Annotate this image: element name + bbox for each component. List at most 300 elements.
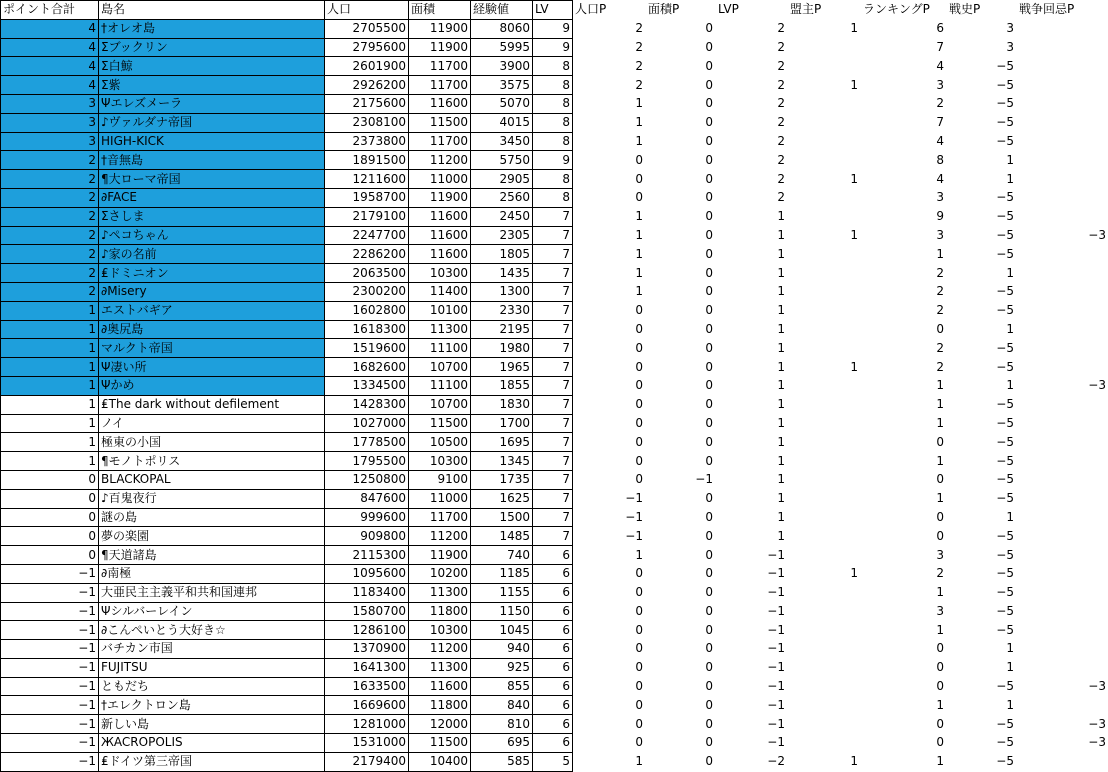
table-cell[interactable]	[1017, 19, 1108, 38]
table-cell[interactable]: 9	[533, 38, 573, 57]
table-cell[interactable]: −5	[947, 715, 1017, 734]
table-cell[interactable]	[1017, 94, 1108, 113]
table-cell[interactable]: ₤ドミニオン	[99, 264, 325, 283]
table-cell[interactable]: −5	[947, 564, 1017, 583]
table-cell[interactable]: 1	[1, 339, 99, 358]
table-cell[interactable]: −1	[1, 602, 99, 621]
header-cell[interactable]: 戦争回忌P	[1017, 1, 1108, 20]
table-cell[interactable]: 0	[646, 264, 716, 283]
table-cell[interactable]: エストバギア	[99, 301, 325, 320]
table-cell[interactable]	[1017, 470, 1108, 489]
table-cell[interactable]: ₤ドイツ第三帝国	[99, 752, 325, 771]
table-cell[interactable]: 0	[646, 339, 716, 358]
table-cell[interactable]: 11600	[409, 245, 471, 264]
table-cell[interactable]: 8	[533, 113, 573, 132]
table-cell[interactable]: 840	[471, 696, 533, 715]
table-cell[interactable]: 1	[788, 76, 861, 95]
table-cell[interactable]: 1	[573, 546, 646, 565]
table-cell[interactable]: Ψシルバーレイン	[99, 602, 325, 621]
table-cell[interactable]: 3	[1, 94, 99, 113]
table-cell[interactable]: 1	[947, 508, 1017, 527]
table-cell[interactable]: 0	[573, 320, 646, 339]
table-cell[interactable]: 999600	[325, 508, 409, 527]
table-cell[interactable]: 0	[861, 677, 947, 696]
table-cell[interactable]	[788, 301, 861, 320]
table-cell[interactable]	[1017, 640, 1108, 659]
table-cell[interactable]: 11600	[409, 677, 471, 696]
table-cell[interactable]	[788, 715, 861, 734]
table-cell[interactable]: 1	[573, 94, 646, 113]
table-cell[interactable]: 1519600	[325, 339, 409, 358]
table-cell[interactable]: 0	[646, 433, 716, 452]
table-cell[interactable]: 0	[1, 470, 99, 489]
table-cell[interactable]: 3	[861, 76, 947, 95]
table-cell[interactable]: −1	[716, 583, 788, 602]
table-cell[interactable]: 1	[861, 583, 947, 602]
table-cell[interactable]: −3	[1017, 226, 1108, 245]
table-cell[interactable]	[788, 621, 861, 640]
table-cell[interactable]	[1017, 113, 1108, 132]
table-cell[interactable]: 0	[646, 207, 716, 226]
table-cell[interactable]: 0	[646, 376, 716, 395]
table-cell[interactable]: 1	[1, 376, 99, 395]
table-cell[interactable]: 11500	[409, 414, 471, 433]
table-cell[interactable]: −3	[1017, 376, 1108, 395]
table-cell[interactable]: 6	[533, 677, 573, 696]
table-cell[interactable]: バチカン市国	[99, 640, 325, 659]
table-cell[interactable]: 585	[471, 752, 533, 771]
table-cell[interactable]: 0	[573, 188, 646, 207]
table-cell[interactable]: −5	[947, 734, 1017, 753]
header-cell[interactable]: 経験値	[471, 1, 533, 20]
table-cell[interactable]: 0	[1, 546, 99, 565]
table-cell[interactable]: 8	[533, 170, 573, 189]
table-cell[interactable]: 3	[861, 226, 947, 245]
table-cell[interactable]: 0	[646, 677, 716, 696]
table-cell[interactable]: 740	[471, 546, 533, 565]
table-cell[interactable]: −1	[573, 508, 646, 527]
table-cell[interactable]: 4	[1, 57, 99, 76]
table-cell[interactable]	[1017, 207, 1108, 226]
table-cell[interactable]: 1	[861, 752, 947, 771]
table-cell[interactable]: Σブックリン	[99, 38, 325, 57]
table-cell[interactable]: −5	[947, 57, 1017, 76]
table-cell[interactable]: −5	[947, 489, 1017, 508]
table-cell[interactable]: 11800	[409, 602, 471, 621]
table-cell[interactable]: 1334500	[325, 376, 409, 395]
table-cell[interactable]: HIGH-KICK	[99, 132, 325, 151]
table-cell[interactable]: 0	[861, 715, 947, 734]
table-cell[interactable]: 1531000	[325, 734, 409, 753]
table-cell[interactable]: 6	[533, 640, 573, 659]
table-cell[interactable]: 2	[573, 57, 646, 76]
table-cell[interactable]: †エレクトロン島	[99, 696, 325, 715]
table-cell[interactable]: 2	[716, 76, 788, 95]
table-cell[interactable]: 2	[573, 38, 646, 57]
table-cell[interactable]: 3	[1, 132, 99, 151]
table-cell[interactable]: 3	[947, 19, 1017, 38]
table-cell[interactable]: −5	[947, 546, 1017, 565]
table-cell[interactable]: 10300	[409, 621, 471, 640]
table-cell[interactable]: 2179100	[325, 207, 409, 226]
header-cell[interactable]: 戦史P	[947, 1, 1017, 20]
table-cell[interactable]: 6	[861, 19, 947, 38]
table-cell[interactable]: 0	[573, 358, 646, 377]
table-cell[interactable]: 11400	[409, 282, 471, 301]
table-cell[interactable]: 11900	[409, 19, 471, 38]
table-cell[interactable]: 3	[947, 38, 1017, 57]
table-cell[interactable]: 1	[947, 170, 1017, 189]
header-cell[interactable]: 面積P	[646, 1, 716, 20]
table-cell[interactable]: 0	[646, 658, 716, 677]
table-cell[interactable]: 11100	[409, 339, 471, 358]
table-cell[interactable]: 6	[533, 696, 573, 715]
table-cell[interactable]: 0	[573, 339, 646, 358]
table-cell[interactable]: 2	[861, 264, 947, 283]
table-cell[interactable]: 11000	[409, 170, 471, 189]
table-cell[interactable]: ノイ	[99, 414, 325, 433]
table-cell[interactable]: 1958700	[325, 188, 409, 207]
table-cell[interactable]: −5	[947, 752, 1017, 771]
table-cell[interactable]: 1	[573, 132, 646, 151]
table-cell[interactable]: −1	[1, 734, 99, 753]
table-cell[interactable]: ♪ペコちゃん	[99, 226, 325, 245]
table-cell[interactable]: 1	[861, 621, 947, 640]
table-cell[interactable]: 1805	[471, 245, 533, 264]
table-cell[interactable]: 0	[573, 395, 646, 414]
table-cell[interactable]: 0	[646, 583, 716, 602]
table-cell[interactable]: 7	[533, 414, 573, 433]
table-cell[interactable]: 1855	[471, 376, 533, 395]
table-cell[interactable]: −5	[947, 583, 1017, 602]
table-cell[interactable]: −1	[716, 715, 788, 734]
table-cell[interactable]: 1	[1, 395, 99, 414]
table-cell[interactable]: 大亜民主主義平和共和国連邦	[99, 583, 325, 602]
table-cell[interactable]: 0	[646, 358, 716, 377]
table-cell[interactable]: 8	[861, 151, 947, 170]
table-cell[interactable]: −5	[947, 132, 1017, 151]
table-cell[interactable]: 1027000	[325, 414, 409, 433]
table-cell[interactable]: ∂FACE	[99, 188, 325, 207]
table-cell[interactable]: 0	[573, 470, 646, 489]
table-cell[interactable]: 11800	[409, 696, 471, 715]
table-cell[interactable]: 4	[861, 57, 947, 76]
table-cell[interactable]: 0	[573, 433, 646, 452]
table-cell[interactable]	[788, 583, 861, 602]
table-cell[interactable]: 0	[573, 658, 646, 677]
header-cell[interactable]: LVP	[716, 1, 788, 20]
table-cell[interactable]: 0	[646, 188, 716, 207]
table-cell[interactable]	[1017, 752, 1108, 771]
table-cell[interactable]: 0	[1, 508, 99, 527]
table-cell[interactable]	[1017, 339, 1108, 358]
table-cell[interactable]: −5	[947, 301, 1017, 320]
table-cell[interactable]: 11900	[409, 38, 471, 57]
table-cell[interactable]	[1017, 489, 1108, 508]
table-cell[interactable]: −5	[947, 602, 1017, 621]
table-cell[interactable]: Σ紫	[99, 76, 325, 95]
table-cell[interactable]: 1435	[471, 264, 533, 283]
table-cell[interactable]: 0	[573, 640, 646, 659]
table-cell[interactable]: 2	[716, 113, 788, 132]
table-cell[interactable]: 7	[533, 320, 573, 339]
table-cell[interactable]: 1	[947, 264, 1017, 283]
table-cell[interactable]: 0	[573, 151, 646, 170]
table-cell[interactable]	[1017, 696, 1108, 715]
table-cell[interactable]: 6	[533, 602, 573, 621]
table-cell[interactable]: 2	[716, 57, 788, 76]
table-cell[interactable]: −2	[716, 752, 788, 771]
table-cell[interactable]: 0	[861, 658, 947, 677]
table-cell[interactable]: 2	[1, 188, 99, 207]
table-cell[interactable]: 夢の楽園	[99, 527, 325, 546]
table-cell[interactable]: 4	[861, 170, 947, 189]
table-cell[interactable]	[788, 470, 861, 489]
table-cell[interactable]: 7	[533, 395, 573, 414]
table-cell[interactable]: −5	[947, 395, 1017, 414]
table-cell[interactable]: 0	[646, 640, 716, 659]
table-cell[interactable]: 0	[646, 170, 716, 189]
table-cell[interactable]: 0	[646, 452, 716, 471]
table-cell[interactable]	[788, 395, 861, 414]
table-cell[interactable]: 2286200	[325, 245, 409, 264]
table-cell[interactable]: 3900	[471, 57, 533, 76]
table-cell[interactable]: 2	[716, 188, 788, 207]
table-cell[interactable]: 1	[573, 113, 646, 132]
table-cell[interactable]: 4015	[471, 113, 533, 132]
table-cell[interactable]: 1	[788, 564, 861, 583]
table-cell[interactable]: 2601900	[325, 57, 409, 76]
table-cell[interactable]: 2	[716, 132, 788, 151]
table-cell[interactable]: 1	[947, 376, 1017, 395]
table-cell[interactable]: 極東の小国	[99, 433, 325, 452]
table-cell[interactable]: ∂南極	[99, 564, 325, 583]
table-cell[interactable]: 11900	[409, 546, 471, 565]
table-cell[interactable]: 0	[646, 527, 716, 546]
table-cell[interactable]: −3	[1017, 715, 1108, 734]
table-cell[interactable]: 2	[573, 19, 646, 38]
table-cell[interactable]: 2308100	[325, 113, 409, 132]
table-cell[interactable]: ¶天道諸島	[99, 546, 325, 565]
table-cell[interactable]: 7	[533, 282, 573, 301]
table-cell[interactable]	[1017, 395, 1108, 414]
table-cell[interactable]: 7	[533, 470, 573, 489]
table-cell[interactable]: 1682600	[325, 358, 409, 377]
table-cell[interactable]: −1	[716, 677, 788, 696]
table-cell[interactable]: −5	[947, 527, 1017, 546]
table-cell[interactable]: 0	[646, 132, 716, 151]
table-cell[interactable]: 2305	[471, 226, 533, 245]
table-cell[interactable]: 1	[1, 452, 99, 471]
table-cell[interactable]: 1700	[471, 414, 533, 433]
header-cell[interactable]: 人口P	[573, 1, 646, 20]
table-cell[interactable]: 1891500	[325, 151, 409, 170]
table-cell[interactable]: 1185	[471, 564, 533, 583]
table-cell[interactable]	[1017, 132, 1108, 151]
table-cell[interactable]	[1017, 170, 1108, 189]
table-cell[interactable]: 7	[861, 113, 947, 132]
table-cell[interactable]: 7	[533, 508, 573, 527]
table-cell[interactable]: 0	[1, 527, 99, 546]
table-cell[interactable]	[1017, 527, 1108, 546]
table-cell[interactable]: 8060	[471, 19, 533, 38]
table-cell[interactable]: 10200	[409, 564, 471, 583]
table-cell[interactable]: 7	[533, 207, 573, 226]
table-cell[interactable]: −5	[947, 188, 1017, 207]
table-cell[interactable]: −1	[716, 621, 788, 640]
table-cell[interactable]: 10300	[409, 452, 471, 471]
table-cell[interactable]: 7	[533, 358, 573, 377]
table-cell[interactable]: FUJITSU	[99, 658, 325, 677]
table-cell[interactable]: 11000	[409, 489, 471, 508]
table-cell[interactable]: 2	[1, 245, 99, 264]
table-cell[interactable]: 0	[861, 320, 947, 339]
table-cell[interactable]: 1	[716, 508, 788, 527]
table-cell[interactable]: 7	[861, 38, 947, 57]
table-cell[interactable]: 810	[471, 715, 533, 734]
table-cell[interactable]: 0	[646, 282, 716, 301]
table-cell[interactable]	[1017, 414, 1108, 433]
table-cell[interactable]: 11200	[409, 151, 471, 170]
table-cell[interactable]	[788, 245, 861, 264]
table-cell[interactable]: 1602800	[325, 301, 409, 320]
table-cell[interactable]: 2247700	[325, 226, 409, 245]
table-cell[interactable]: 0	[646, 113, 716, 132]
table-cell[interactable]	[788, 38, 861, 57]
table-cell[interactable]: 2	[1, 264, 99, 283]
table-cell[interactable]	[1017, 245, 1108, 264]
table-cell[interactable]: −3	[1017, 734, 1108, 753]
table-cell[interactable]	[788, 546, 861, 565]
table-cell[interactable]: −5	[947, 358, 1017, 377]
table-cell[interactable]: 0	[646, 546, 716, 565]
table-cell[interactable]: 1	[716, 226, 788, 245]
header-cell[interactable]: 面積	[409, 1, 471, 20]
table-cell[interactable]: 0	[646, 76, 716, 95]
table-cell[interactable]: Ψ凄い所	[99, 358, 325, 377]
table-cell[interactable]: 0	[1, 489, 99, 508]
table-cell[interactable]: 0	[573, 170, 646, 189]
table-cell[interactable]: 5	[533, 752, 573, 771]
table-cell[interactable]: 1155	[471, 583, 533, 602]
table-cell[interactable]: 2	[573, 76, 646, 95]
table-cell[interactable]: 3	[1, 113, 99, 132]
table-cell[interactable]: 2175600	[325, 94, 409, 113]
table-cell[interactable]: 11300	[409, 658, 471, 677]
table-cell[interactable]: 8	[533, 188, 573, 207]
table-cell[interactable]: 1	[1, 358, 99, 377]
table-cell[interactable]: 1	[573, 245, 646, 264]
table-cell[interactable]	[1017, 508, 1108, 527]
table-cell[interactable]: 0	[646, 226, 716, 245]
table-cell[interactable]: 1370900	[325, 640, 409, 659]
table-cell[interactable]	[788, 282, 861, 301]
table-cell[interactable]	[788, 696, 861, 715]
table-cell[interactable]: 11700	[409, 508, 471, 527]
table-cell[interactable]: −5	[947, 113, 1017, 132]
table-cell[interactable]: 0	[646, 489, 716, 508]
table-cell[interactable]	[1017, 452, 1108, 471]
table-cell[interactable]: 1	[716, 470, 788, 489]
table-cell[interactable]: 1	[716, 282, 788, 301]
table-cell[interactable]: −5	[947, 282, 1017, 301]
table-cell[interactable]: Ψエレズメーラ	[99, 94, 325, 113]
table-cell[interactable]: 2	[1, 170, 99, 189]
table-cell[interactable]: 2560	[471, 188, 533, 207]
table-cell[interactable]: 0	[573, 734, 646, 753]
table-cell[interactable]: 2	[861, 94, 947, 113]
table-cell[interactable]: 8	[533, 76, 573, 95]
table-cell[interactable]: 695	[471, 734, 533, 753]
table-cell[interactable]	[1017, 658, 1108, 677]
table-cell[interactable]: −5	[947, 452, 1017, 471]
table-cell[interactable]: 10500	[409, 433, 471, 452]
table-cell[interactable]: 1	[716, 339, 788, 358]
table-cell[interactable]: 1183400	[325, 583, 409, 602]
table-cell[interactable]: 0	[861, 433, 947, 452]
table-cell[interactable]	[1017, 282, 1108, 301]
table-cell[interactable]	[788, 433, 861, 452]
table-cell[interactable]: −5	[947, 621, 1017, 640]
table-cell[interactable]: 1	[788, 752, 861, 771]
table-cell[interactable]: −3	[1017, 677, 1108, 696]
table-cell[interactable]: 0	[573, 376, 646, 395]
table-cell[interactable]: 1669600	[325, 696, 409, 715]
table-cell[interactable]	[1017, 433, 1108, 452]
table-cell[interactable]: 1	[573, 264, 646, 283]
table-cell[interactable]: 2	[861, 301, 947, 320]
table-cell[interactable]: 9	[861, 207, 947, 226]
table-cell[interactable]: 6	[533, 734, 573, 753]
table-cell[interactable]: −1	[716, 696, 788, 715]
table-cell[interactable]	[788, 640, 861, 659]
table-cell[interactable]: 1735	[471, 470, 533, 489]
header-cell[interactable]: LV	[533, 1, 573, 20]
table-cell[interactable]: 4	[1, 19, 99, 38]
table-cell[interactable]: 0	[573, 677, 646, 696]
table-cell[interactable]: 8	[533, 57, 573, 76]
table-cell[interactable]: 11200	[409, 640, 471, 659]
table-cell[interactable]: −1	[716, 546, 788, 565]
table-cell[interactable]	[788, 658, 861, 677]
table-cell[interactable]: 0	[861, 508, 947, 527]
table-cell[interactable]: 11200	[409, 527, 471, 546]
table-cell[interactable]: 1778500	[325, 433, 409, 452]
header-cell[interactable]: 島名	[99, 1, 325, 20]
table-cell[interactable]: ¶モノトポリス	[99, 452, 325, 471]
table-cell[interactable]: 847600	[325, 489, 409, 508]
table-cell[interactable]: 1	[861, 452, 947, 471]
table-cell[interactable]: 1150	[471, 602, 533, 621]
table-cell[interactable]: Σさしま	[99, 207, 325, 226]
table-cell[interactable]: 1	[716, 320, 788, 339]
table-cell[interactable]: 11700	[409, 132, 471, 151]
table-cell[interactable]: 1	[1, 414, 99, 433]
table-cell[interactable]: 2	[716, 151, 788, 170]
table-cell[interactable]: −5	[947, 433, 1017, 452]
table-cell[interactable]	[788, 339, 861, 358]
table-cell[interactable]: 1641300	[325, 658, 409, 677]
table-cell[interactable]: 6	[533, 658, 573, 677]
table-cell[interactable]: 925	[471, 658, 533, 677]
table-cell[interactable]: 8	[533, 132, 573, 151]
table-cell[interactable]	[788, 132, 861, 151]
table-cell[interactable]: −5	[947, 470, 1017, 489]
table-cell[interactable]: 7	[533, 489, 573, 508]
table-cell[interactable]: 1	[947, 658, 1017, 677]
table-cell[interactable]: 1618300	[325, 320, 409, 339]
table-cell[interactable]: 6	[533, 621, 573, 640]
